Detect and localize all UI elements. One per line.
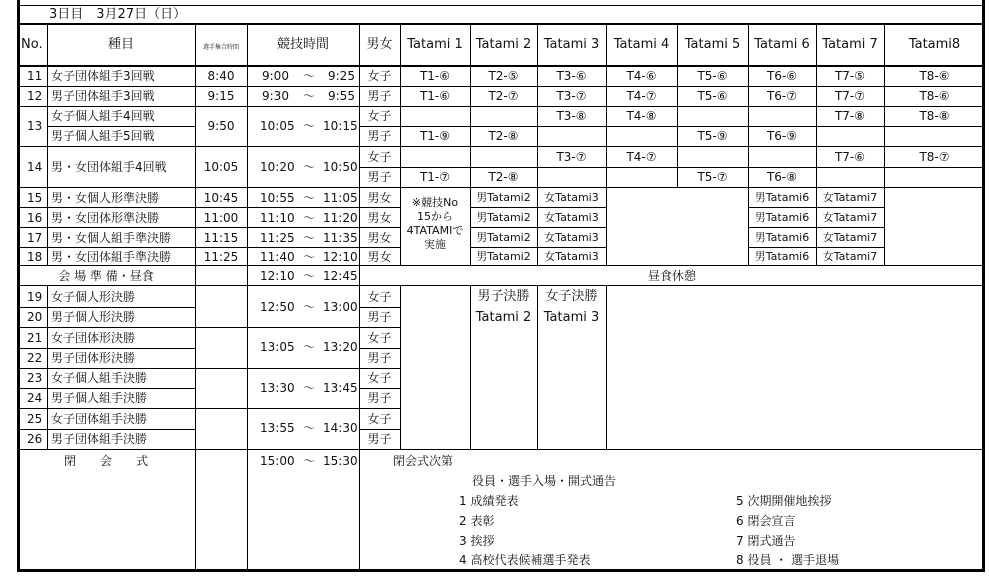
- tatami-assignment: T1-⑥: [419, 69, 451, 83]
- final-tatami-label: 女子決勝: [545, 289, 598, 304]
- semifinal-tatami: 男Tatami2: [476, 211, 531, 224]
- tatami-assignment: T6-⑦: [766, 89, 798, 103]
- event-name: 男・女個人形準決勝: [51, 191, 160, 205]
- rule: [17, 23, 985, 25]
- header-tatami-6: Tatami 6: [754, 37, 810, 52]
- header-tatami-4: Tatami 4: [613, 37, 670, 52]
- gender: 男女: [367, 250, 392, 264]
- event-name: 男子団体組手決勝: [51, 432, 148, 446]
- semifinal-tatami: 男Tatami2: [476, 231, 531, 244]
- row-no: 22: [27, 351, 43, 365]
- assembly-time: 10:45: [203, 191, 239, 205]
- tilde: ～: [303, 381, 316, 395]
- rule: [17, 408, 400, 409]
- gender: 男子: [367, 351, 392, 365]
- gender: 女子: [367, 331, 392, 345]
- rule: [17, 327, 400, 328]
- tatami-assignment: T7-⑤: [834, 69, 866, 83]
- end-time: 9:55: [328, 89, 355, 103]
- semifinal-tatami: 男Tatami2: [476, 191, 531, 204]
- tatami-assignment: T7-⑥: [834, 150, 866, 164]
- tatami-assignment: T5-⑦: [697, 170, 728, 184]
- tatami-assignment: T5-⑥: [697, 69, 728, 83]
- tilde: ～: [303, 454, 316, 468]
- header-no: No.: [21, 37, 43, 52]
- rule: [17, 449, 985, 450]
- rule: [47, 285, 48, 449]
- row-no: 15: [27, 191, 43, 205]
- rule: [470, 247, 606, 248]
- rule: [359, 126, 985, 127]
- row-no: 14: [27, 160, 43, 174]
- event-name: 女子個人組手決勝: [51, 371, 148, 385]
- rule: [400, 285, 401, 449]
- row-no: 25: [27, 412, 43, 426]
- start-time: 11:25: [260, 231, 295, 245]
- rule: [537, 285, 538, 449]
- gender: 男子: [367, 170, 392, 184]
- start-time: 10:05: [260, 119, 295, 133]
- closing-item: 6 閉会宣言: [736, 514, 796, 528]
- closing-event: 閉 会 式: [63, 454, 148, 468]
- assembly-time: 9:15: [207, 89, 235, 103]
- event-name: 男・女個人組手準決勝: [51, 231, 172, 245]
- gender: 男子: [367, 391, 392, 405]
- tilde: ～: [303, 300, 316, 314]
- tatami-assignment: T5-⑥: [697, 89, 728, 103]
- tatami-assignment: T2-⑦: [488, 89, 519, 103]
- tatami-assignment: T6-⑥: [766, 69, 798, 83]
- closing-item: 2 表彰: [459, 514, 495, 528]
- closing-intro: 役員・選手入場・開式通告: [472, 474, 617, 488]
- header-tatami-1: Tatami 1: [407, 37, 463, 52]
- event-name: 男子団体組手3回戦: [51, 89, 155, 103]
- tatami-assignment: T8-⑥: [919, 69, 950, 83]
- gender: 男女: [367, 211, 392, 225]
- tilde: ～: [303, 69, 316, 83]
- rule: [470, 23, 471, 265]
- tilde: ～: [303, 89, 316, 103]
- assembly-time: 9:50: [207, 119, 235, 133]
- header-tatami-2: Tatami 2: [475, 37, 532, 52]
- tilde: ～: [303, 211, 316, 225]
- semifinal-note-line: ※競技No: [411, 196, 459, 209]
- final-tatami-name: Tatami 2: [475, 310, 532, 325]
- gender: 女子: [367, 69, 392, 83]
- tatami-assignment: T8-⑦: [919, 150, 950, 164]
- row-no: 12: [27, 89, 43, 103]
- tatami-assignment: T7-⑦: [834, 89, 866, 103]
- final-tatami-name: Tatami 3: [543, 310, 600, 325]
- semifinal-tatami: 男Tatami6: [754, 231, 810, 244]
- rule: [17, 285, 985, 286]
- assembly-time: 11:15: [203, 231, 239, 245]
- tilde: ～: [303, 421, 316, 435]
- start-time: 12:10: [260, 269, 295, 283]
- row-no: 18: [27, 250, 43, 264]
- tatami-assignment: T8-⑧: [919, 109, 950, 123]
- event-name: 男・女団体形準決勝: [51, 211, 160, 225]
- tatami-assignment: T6-⑧: [766, 170, 798, 184]
- event-name: 女子団体組手3回戦: [51, 69, 155, 83]
- rule: [359, 307, 401, 308]
- rule: [17, 65, 985, 67]
- rule: [359, 348, 401, 349]
- end-time: 13:00: [323, 300, 358, 314]
- gender: 男子: [367, 310, 392, 324]
- rule: [470, 207, 606, 208]
- tilde: ～: [303, 119, 316, 133]
- tilde: ～: [303, 191, 316, 205]
- semifinal-note-line: 実施: [424, 238, 446, 251]
- start-time: 13:55: [260, 421, 295, 435]
- rule: [359, 388, 401, 389]
- row-no: 20: [27, 310, 43, 324]
- end-time: 10:50: [323, 160, 358, 174]
- rule: [17, 348, 195, 349]
- row-no: 19: [27, 290, 43, 304]
- row-no: 21: [27, 331, 43, 345]
- row-no: 24: [27, 391, 43, 405]
- event-name: 男子個人組手5回戦: [51, 129, 155, 143]
- tatami-assignment: T4-⑧: [626, 109, 657, 123]
- rule: [17, 429, 195, 430]
- rule: [606, 285, 607, 449]
- tatami-assignment: T4-⑥: [626, 69, 657, 83]
- top-rule: [17, 5, 985, 6]
- gender: 男女: [367, 191, 392, 205]
- rule: [17, 265, 985, 266]
- tilde: ～: [303, 269, 316, 283]
- header-tatami-7: Tatami 7: [822, 37, 878, 52]
- day-title: 3日目 3月27日（日）: [49, 7, 187, 22]
- event-name: 男子個人形決勝: [51, 310, 136, 324]
- gender: 男子: [367, 89, 392, 103]
- rule: [17, 247, 400, 248]
- rule: [470, 285, 471, 449]
- rule: [47, 126, 195, 127]
- gender: 女子: [367, 109, 392, 123]
- closing-item: 3 挨拶: [459, 534, 495, 548]
- assembly-time: 11:25: [203, 250, 239, 264]
- tatami-assignment: T7-⑧: [834, 109, 866, 123]
- header-assembly: 選手集合時間: [202, 44, 239, 51]
- rule: [816, 23, 817, 265]
- rule: [884, 23, 885, 265]
- event-name: 女子個人形決勝: [51, 290, 136, 304]
- closing-program-title: 閉会式次第: [393, 454, 454, 468]
- tatami-assignment: T4-⑦: [626, 89, 657, 103]
- tilde: ～: [303, 231, 316, 245]
- gender: 女子: [367, 412, 392, 426]
- start-time: 12:50: [260, 300, 295, 314]
- rule: [47, 23, 48, 265]
- rule: [17, 368, 400, 369]
- rule: [17, 106, 985, 107]
- event-name: 女子団体組手決勝: [51, 412, 148, 426]
- tilde: ～: [303, 160, 316, 174]
- event-name: 男子団体形決勝: [51, 351, 136, 365]
- tatami-assignment: T5-⑨: [697, 129, 728, 143]
- tatami-assignment: T3-⑦: [556, 89, 587, 103]
- event-name: 男子個人組手決勝: [51, 391, 148, 405]
- gender: 男子: [367, 129, 392, 143]
- end-time: 12:10: [323, 250, 358, 264]
- gender: 女子: [367, 150, 392, 164]
- assembly-time: 11:00: [203, 211, 239, 225]
- tatami-assignment: T2-⑤: [488, 69, 519, 83]
- rule: [537, 23, 538, 265]
- end-time: 15:30: [323, 454, 358, 468]
- gender: 男子: [367, 432, 392, 446]
- header-event: 種目: [107, 37, 134, 52]
- row-no: 13: [27, 119, 43, 133]
- end-time: 13:20: [323, 340, 358, 354]
- start-time: 10:20: [260, 160, 295, 174]
- tatami-assignment: T2-⑧: [488, 170, 519, 184]
- tatami-assignment: T1-⑥: [419, 89, 451, 103]
- start-time: 11:10: [260, 211, 295, 225]
- closing-item: 7 閉式通告: [736, 534, 796, 548]
- start-time: 13:05: [260, 340, 295, 354]
- semifinal-tatami: 男Tatami6: [754, 191, 810, 204]
- semifinal-tatami: 女Tatami3: [544, 211, 599, 224]
- semifinal-tatami: 女Tatami7: [822, 191, 878, 204]
- start-time: 11:40: [260, 250, 295, 264]
- end-time: 10:15: [323, 119, 358, 133]
- rule: [470, 227, 606, 228]
- closing-item: 8 役員 ・ 選手退場: [736, 553, 840, 567]
- header-gender: 男女: [366, 37, 393, 52]
- gender: 女子: [367, 290, 392, 304]
- header-time: 競技時間: [276, 37, 329, 52]
- event-name: 男・女団体組手4回戦: [51, 160, 167, 174]
- event-name: 女子個人組手4回戦: [51, 109, 155, 123]
- row-no: 16: [27, 211, 43, 225]
- final-tatami-label: 男子決勝: [477, 289, 530, 304]
- start-time: 13:30: [260, 381, 295, 395]
- closing-item: 1 成績発表: [459, 494, 519, 508]
- tatami-assignment: T2-⑧: [488, 129, 519, 143]
- rule: [748, 23, 749, 265]
- row-no: 23: [27, 371, 43, 385]
- end-time: 13:45: [323, 381, 358, 395]
- row-no: 17: [27, 231, 43, 245]
- rule: [17, 146, 985, 147]
- tatami-assignment: T3-⑥: [556, 69, 587, 83]
- rule: [17, 388, 195, 389]
- start-time: 9:00: [262, 69, 289, 83]
- semifinal-note-line: 4TATAMIで: [406, 224, 464, 237]
- semifinal-tatami: 男Tatami2: [476, 250, 531, 263]
- end-time: 14:30: [323, 421, 358, 435]
- rule: [17, 207, 400, 208]
- lunch-break-note: 昼食休憩: [647, 269, 696, 283]
- semifinal-tatami: 男Tatami6: [754, 211, 810, 224]
- tilde: ～: [303, 340, 316, 354]
- semifinal-tatami: 女Tatami7: [822, 211, 878, 224]
- semifinal-tatami: 女Tatami7: [822, 250, 878, 263]
- assembly-time: 10:05: [203, 160, 239, 174]
- closing-item: 4 高校代表候補選手発表: [459, 553, 591, 567]
- rule: [17, 187, 985, 188]
- rule: [359, 429, 401, 430]
- end-time: 11:35: [323, 231, 358, 245]
- schedule-sheet: [17, 0, 985, 572]
- rule: [247, 23, 248, 572]
- event-name: 女子団体形決勝: [51, 331, 136, 345]
- row-no: 11: [27, 69, 43, 83]
- end-time: 12:45: [323, 269, 358, 283]
- semifinal-note-line: 15から: [417, 210, 453, 223]
- rule: [17, 227, 400, 228]
- lunch-event: 会 場 準 備・昼食: [58, 269, 154, 283]
- assembly-time: 8:40: [207, 69, 235, 83]
- rule: [17, 86, 985, 87]
- tatami-assignment: T1-⑦: [419, 170, 451, 184]
- end-time: 11:05: [323, 191, 358, 205]
- semifinal-tatami: 男Tatami6: [754, 250, 810, 263]
- tatami-assignment: T8-⑥: [919, 89, 950, 103]
- closing-item: 5 次期開催地挨拶: [736, 494, 832, 508]
- row-no: 26: [27, 432, 43, 446]
- semifinal-tatami: 女Tatami7: [822, 231, 878, 244]
- event-name: 男・女団体組手準決勝: [51, 250, 172, 264]
- gender: 女子: [367, 371, 392, 385]
- semifinal-tatami: 女Tatami3: [544, 231, 599, 244]
- start-time: 15:00: [260, 454, 295, 468]
- header-tatami-8: Tatami8: [908, 37, 961, 52]
- tilde: ～: [303, 250, 316, 264]
- semifinal-tatami: 女Tatami3: [544, 250, 599, 263]
- end-time: 11:20: [323, 211, 358, 225]
- tatami-assignment: T1-⑨: [419, 129, 451, 143]
- semifinal-tatami: 女Tatami3: [544, 191, 599, 204]
- tatami-assignment: T3-⑧: [556, 109, 587, 123]
- rule: [606, 23, 607, 265]
- tatami-assignment: T6-⑨: [766, 129, 798, 143]
- gender: 男女: [367, 231, 392, 245]
- header-tatami-5: Tatami 5: [684, 37, 741, 52]
- header-tatami-3: Tatami 3: [543, 37, 600, 52]
- tatami-assignment: T3-⑦: [556, 150, 587, 164]
- rule: [359, 167, 985, 168]
- start-time: 9:30: [262, 89, 289, 103]
- start-time: 10:55: [260, 191, 295, 205]
- rule: [195, 23, 196, 572]
- tatami-assignment: T4-⑦: [626, 150, 657, 164]
- rule: [17, 307, 195, 308]
- end-time: 9:25: [328, 69, 355, 83]
